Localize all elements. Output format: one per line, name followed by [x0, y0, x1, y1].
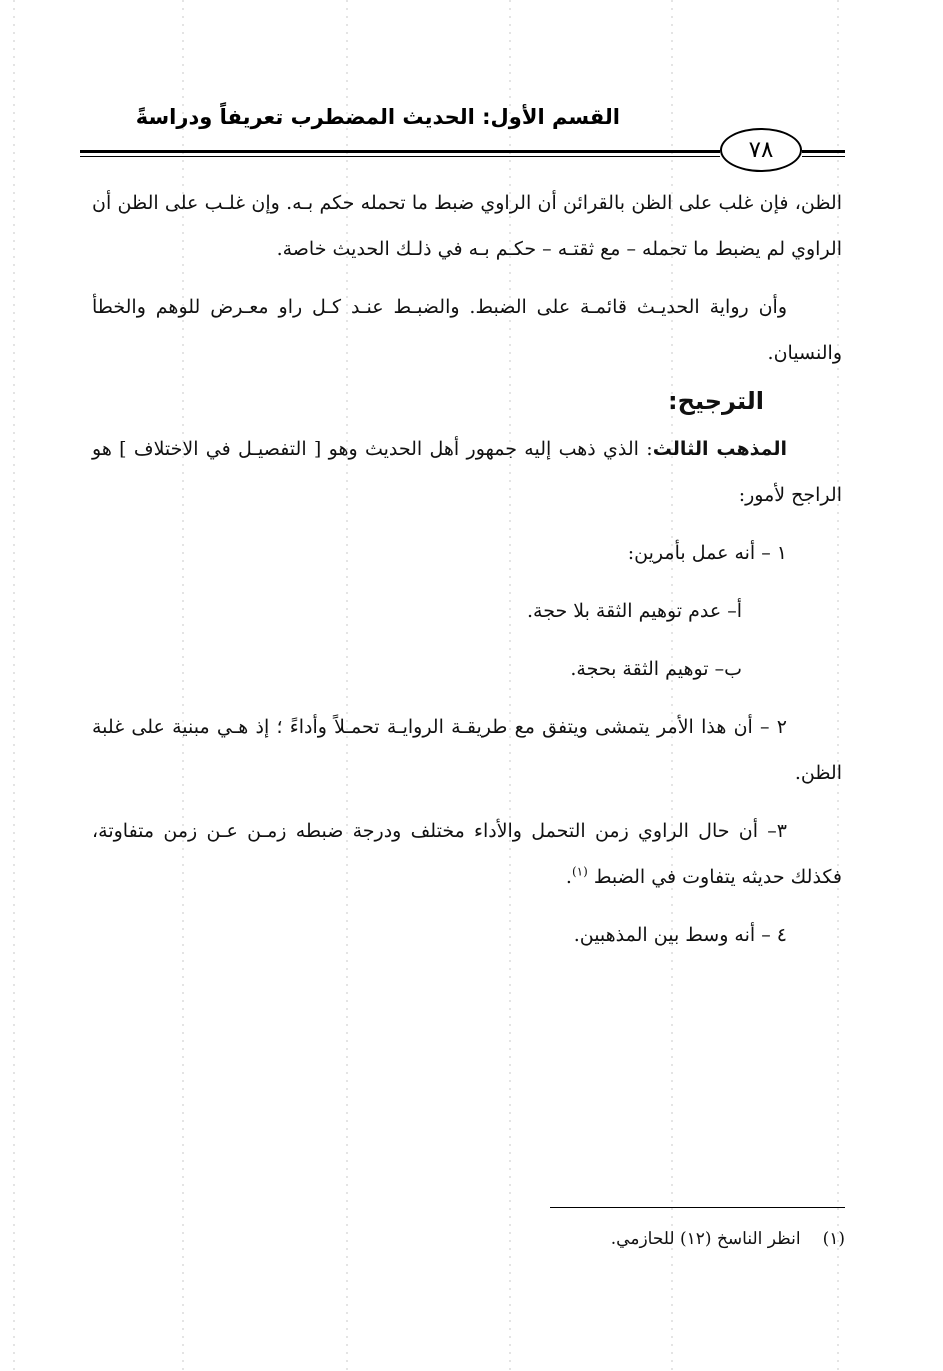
footnote-text: انظر الناسخ (١٢) للحازمي. [610, 1229, 801, 1249]
page-header [80, 95, 845, 175]
list-item-3-text: ٣– أن حال الراوي زمن التحمل والأداء مختلف ودرجة ضبطه زمـن عـن زمن متفاوتة، فكذلك حديثه يتفاوت في الضبط [92, 820, 842, 888]
list-item-3 [92, 808, 842, 900]
list-item-1b: ب– توهيم الثقة بحجة. [570, 658, 742, 680]
footnote-divider [550, 1207, 845, 1208]
header-rule-thin [80, 156, 720, 157]
page-number-badge: ٧٨ [720, 128, 802, 172]
list-item-1: ١ – أنه عمل بأمرين: [627, 542, 787, 564]
list-item-2: ٢ – أن هذا الأمر يتمشى ويتفق مع طريقـة الروايـة تحمـلاً وأداءً ؛ إذ هـي مبنية على غلبة الظن. [92, 716, 842, 784]
paragraph-3-lead: المذهب الثالث [652, 438, 788, 460]
list-item-1a: أ– عدم توهيم الثقة بلا حجة. [526, 600, 742, 622]
paragraph-2: وأن رواية الحديـث قائمـة على الضبط. والضبـط عنـد كـل راو معـرض للوهم والخطأ والنسيان. [92, 296, 842, 364]
footnote-reference[interactable]: (١) [571, 864, 588, 879]
paragraph-1: الظن، فإن غلب على الظن بالقرائن أن الراوي ضبط ما تحمله حكم بـه. وإن غلـب على الظن أن الراوي لم يضبط ما تحمله – مع ثقتـه – حكـم بـه في ذلـك الحديث خاصة. [92, 192, 842, 260]
paragraph-3-rest: : الذي ذهب إليه جمهور أهل الحديث وهو [ التفصيـل في الاختلاف ] هو الراجح لأمور: [92, 438, 842, 506]
header-rule-right-thick [802, 150, 845, 153]
main-text [92, 180, 842, 958]
paragraph-3 [92, 426, 842, 518]
list-item-3-end: . [565, 866, 572, 888]
running-title: القسم الأول: الحديث المضطرب تعريفاً ودراسةً [135, 105, 620, 129]
footnote-marker: (١) [822, 1229, 845, 1249]
header-rule-thick [80, 150, 720, 153]
footnote [300, 1224, 845, 1254]
header-rule-right-thin [802, 156, 845, 157]
section-heading: الترجيح: [668, 387, 764, 415]
list-item-4: ٤ – أنه وسط بين المذهبين. [573, 924, 787, 946]
